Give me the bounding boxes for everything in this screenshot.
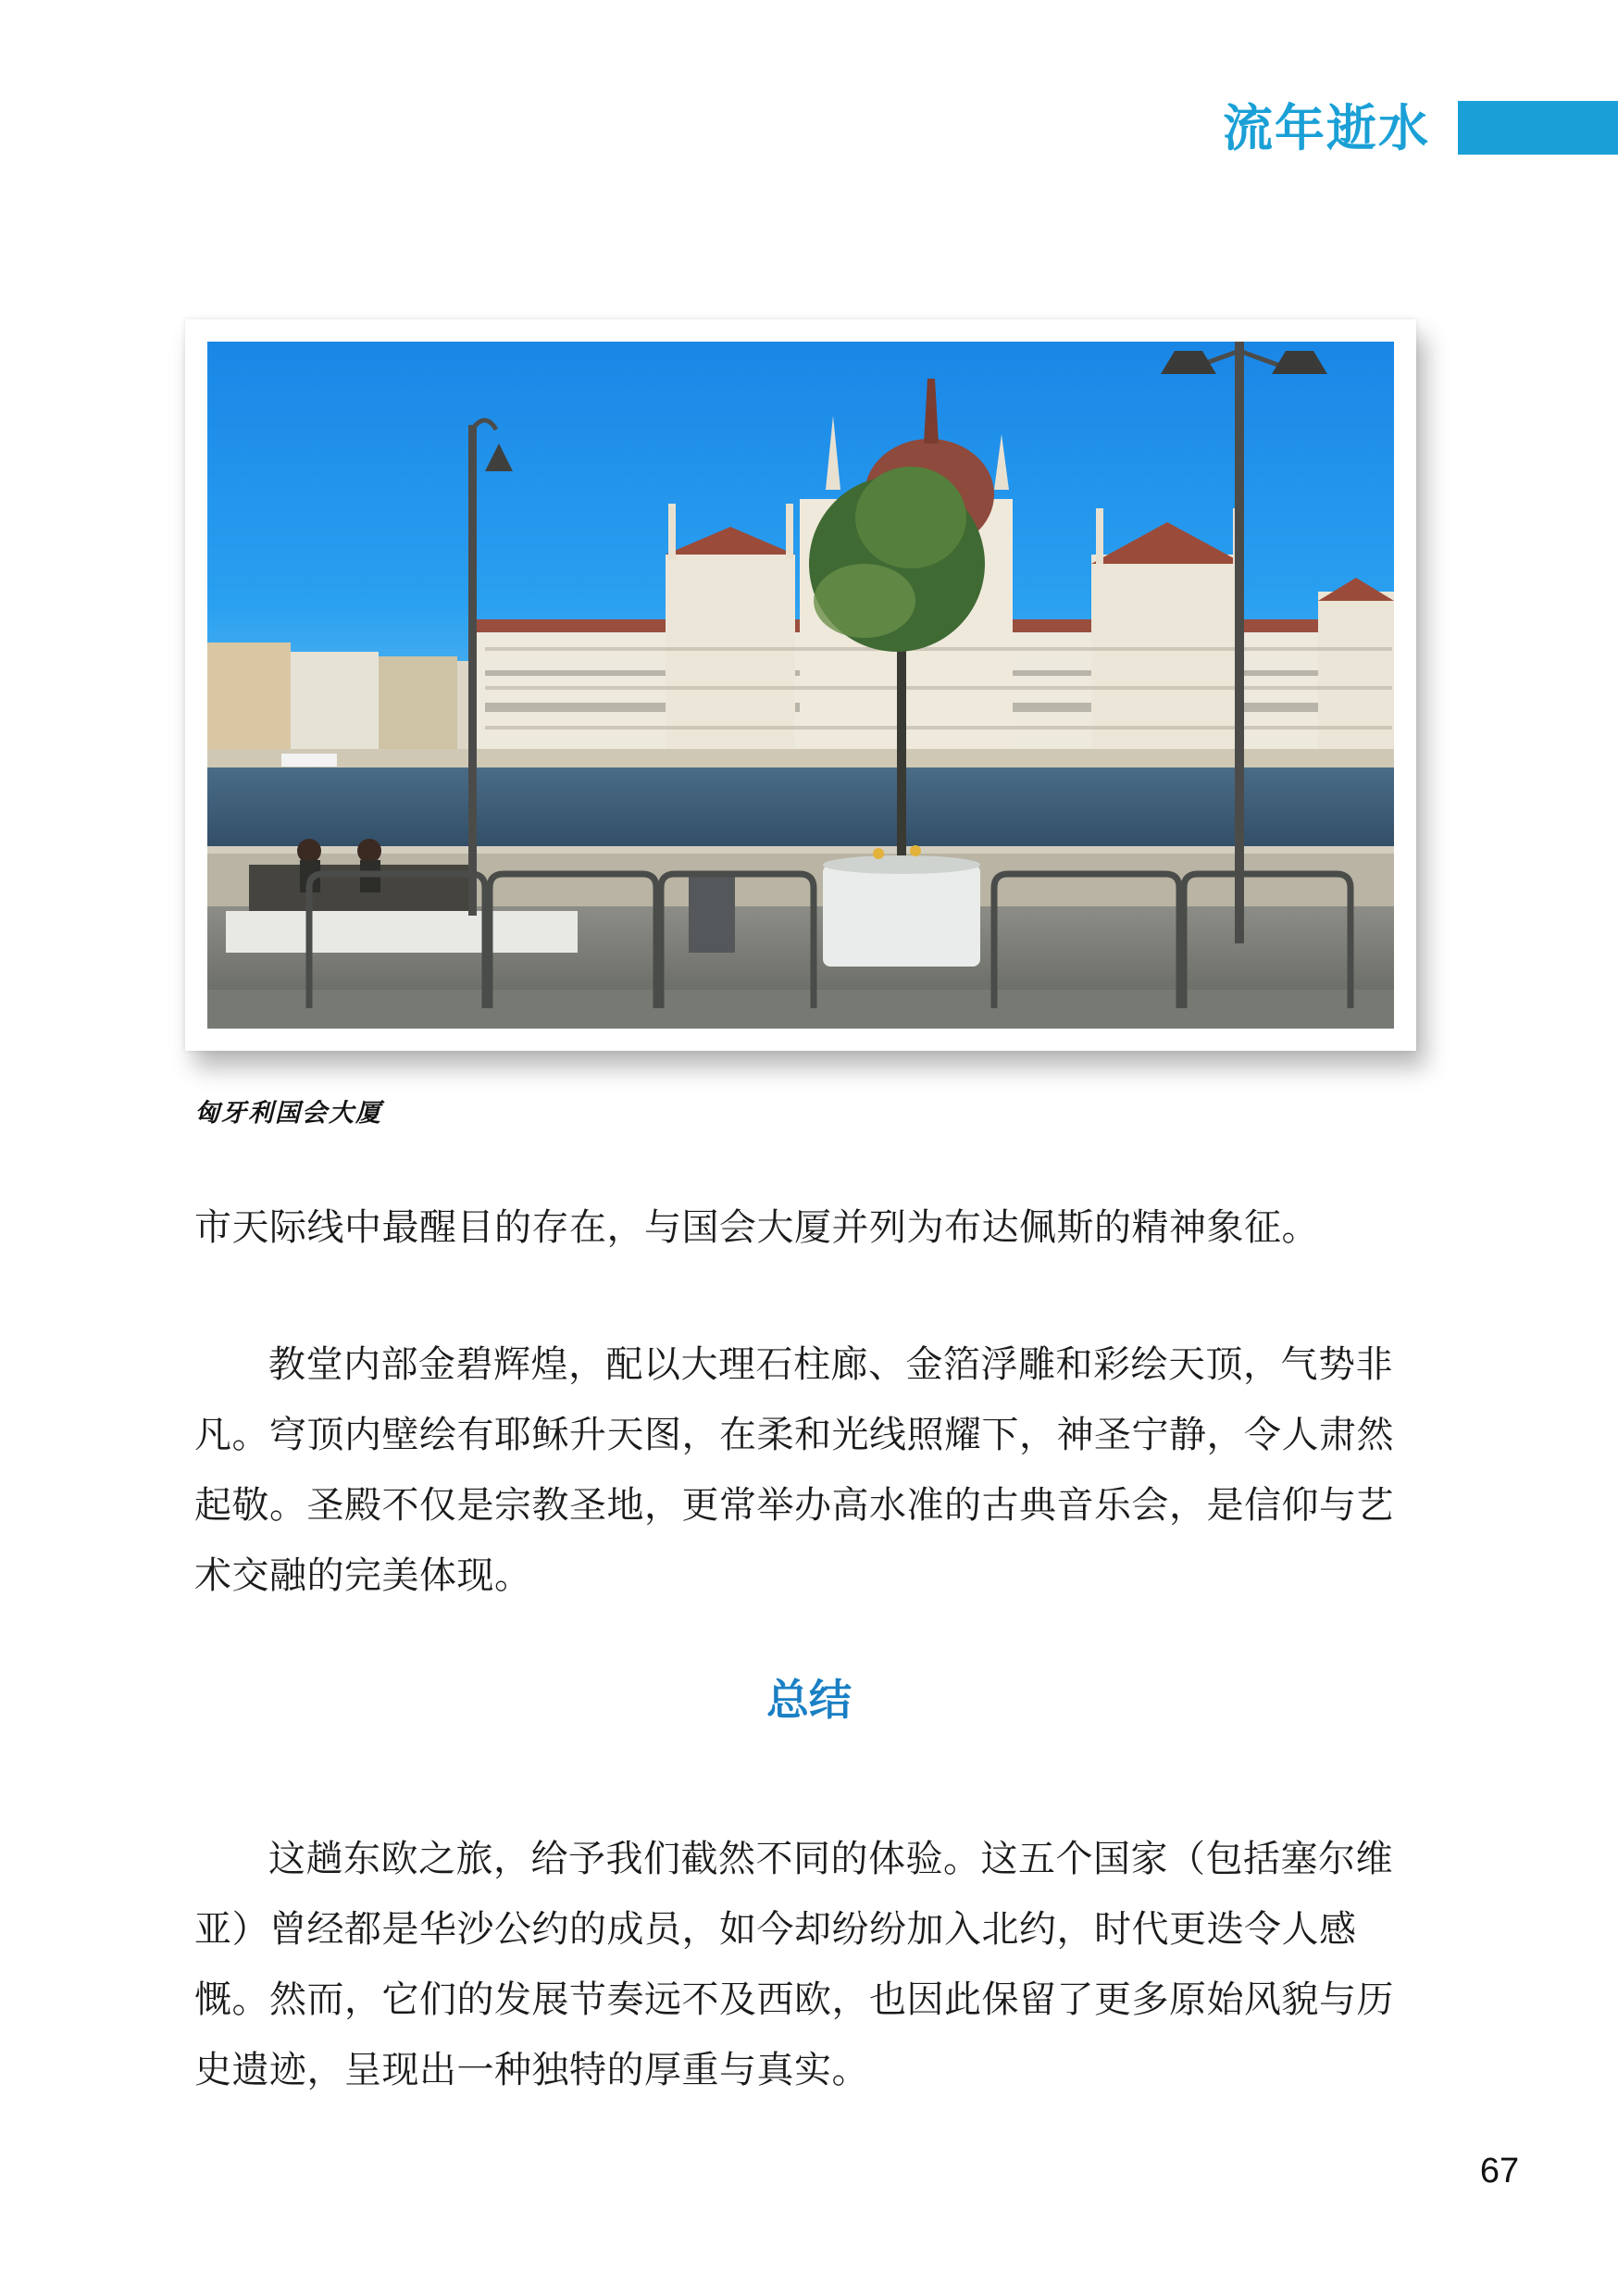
photo-frame xyxy=(185,319,1416,1051)
header-accent-bar xyxy=(1458,101,1618,155)
photo-caption: 匈牙利国会大厦 xyxy=(194,1099,382,1128)
header-title: 流年逝水 xyxy=(1223,99,1430,157)
page-number: 67 xyxy=(1479,2152,1520,2190)
paragraph-continuation: 市天际线中最醒目的存在，与国会大厦并列为布达佩斯的精神象征。 xyxy=(194,1206,1319,1249)
paragraph-summary: 这趟东欧之旅，给予我们截然不同的体验。这五个国家（包括塞尔维亚）曾经都是华沙公约的成员，如今却纷纷加入北约，时代更迭令人感慨。然而，它们的发展节奏远不及西欧，也因此保留了更多原始风貌与历史遗迹，呈现出一种独特的厚重与真实。 xyxy=(194,1838,1394,2091)
paragraph-interior: 教堂内部金碧辉煌，配以大理石柱廊、金箔浮雕和彩绘天顶，气势非凡。穹顶内壁绘有耶稣升天图，在柔和光线照耀下，神圣宁静，令人肃然起敬。圣殿不仅是宗教圣地，更常举办高水准的古典音乐会，是信仰与艺术交融的完美体现。 xyxy=(194,1343,1394,1597)
section-title: 总结 xyxy=(766,1675,852,1725)
parliament-photo xyxy=(207,342,1394,1029)
